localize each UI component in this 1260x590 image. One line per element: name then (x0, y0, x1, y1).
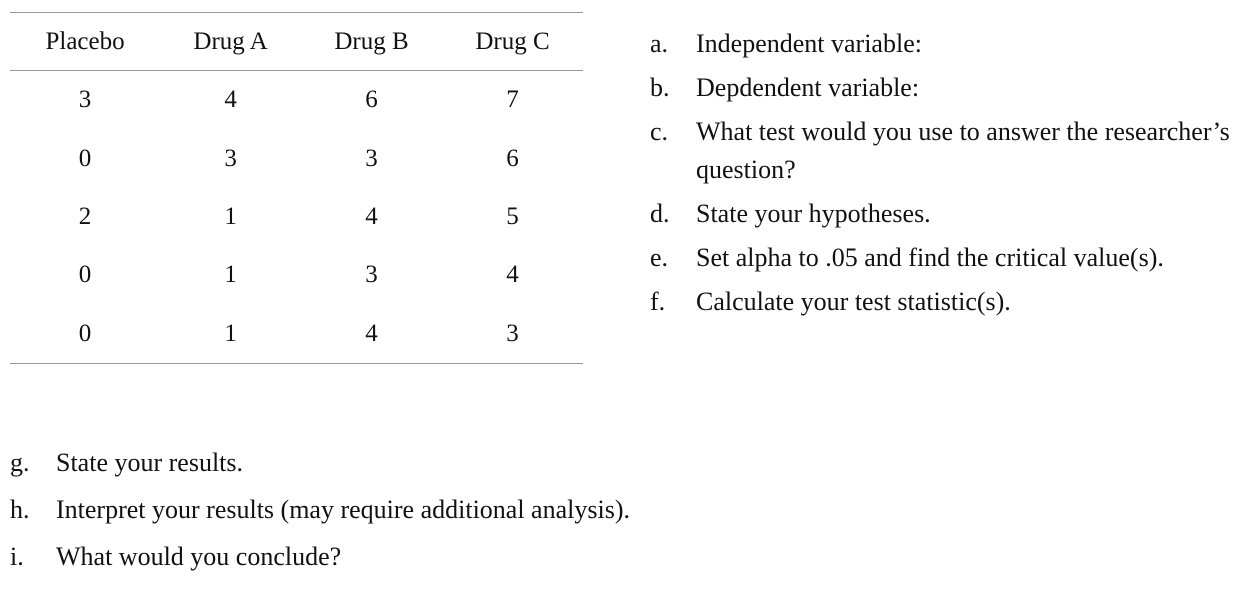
table-cell: 3 (365, 261, 378, 289)
table-cell: 2 (78, 202, 92, 230)
column-header-drug-c: Drug C (442, 13, 583, 71)
table-cell: 4 (301, 305, 442, 364)
table-cell: 0 (78, 261, 92, 289)
question-text: What test would you use to answer the researcher’s question? (696, 117, 1230, 184)
table-row (10, 305, 583, 364)
question-letter: a. (650, 29, 669, 58)
table-cell: 1 (160, 305, 301, 364)
question-text: State your hypotheses. (696, 199, 931, 228)
table-cell: 7 (506, 86, 519, 114)
table-row (10, 246, 583, 304)
question-letter: d. (650, 199, 670, 228)
table-cell: 1 (224, 261, 237, 289)
table-cell: 3 (78, 86, 92, 114)
table-cell: 1 (224, 202, 237, 230)
table-cell: 4 (365, 202, 378, 230)
question-text: Calculate your test statistic(s). (696, 287, 1011, 316)
table-cell: 3 (442, 305, 583, 364)
table-row (10, 71, 583, 130)
column-header-drug-a: Drug A (160, 13, 301, 71)
question-list-right (650, 25, 1250, 321)
table-row (10, 129, 583, 187)
table-cell: 0 (78, 144, 92, 172)
table-cell: 6 (506, 144, 519, 172)
question-item (650, 113, 1250, 189)
table-cell: 5 (506, 202, 519, 230)
table-cell: 4 (506, 261, 519, 289)
question-item (650, 239, 1250, 277)
question-text: State your results. (56, 448, 244, 477)
question-text: Set alpha to .05 and find the critical value(s). (696, 243, 1164, 272)
table-cell: 3 (224, 144, 237, 172)
question-letter: i. (10, 542, 24, 571)
table-cell: 0 (10, 305, 160, 364)
question-item (10, 444, 910, 482)
question-text: Interpret your results (may require additional analysis). (56, 495, 630, 524)
table-header-row (10, 13, 583, 71)
question-item (10, 538, 910, 576)
question-list-bottom (10, 444, 910, 576)
question-letter: e. (650, 243, 669, 272)
question-letter: g. (10, 448, 30, 477)
table-cell: 6 (365, 86, 378, 114)
column-header-placebo: Placebo (10, 13, 160, 71)
table-cell: 3 (365, 144, 378, 172)
question-item (650, 69, 1250, 107)
column-header-drug-b: Drug B (301, 13, 442, 71)
question-text: Depdendent variable: (696, 73, 920, 102)
question-letter: f. (650, 287, 666, 316)
question-item (10, 491, 910, 529)
question-letter: c. (650, 117, 669, 146)
table-row (10, 188, 583, 246)
question-text: What would you conclude? (56, 542, 342, 571)
data-table (10, 12, 583, 364)
question-item (650, 283, 1250, 321)
question-item (650, 195, 1250, 233)
question-letter: b. (650, 73, 670, 102)
table-cell: 4 (224, 86, 237, 114)
question-item (650, 25, 1250, 63)
question-letter: h. (10, 495, 30, 524)
question-text: Independent variable: (696, 29, 922, 58)
